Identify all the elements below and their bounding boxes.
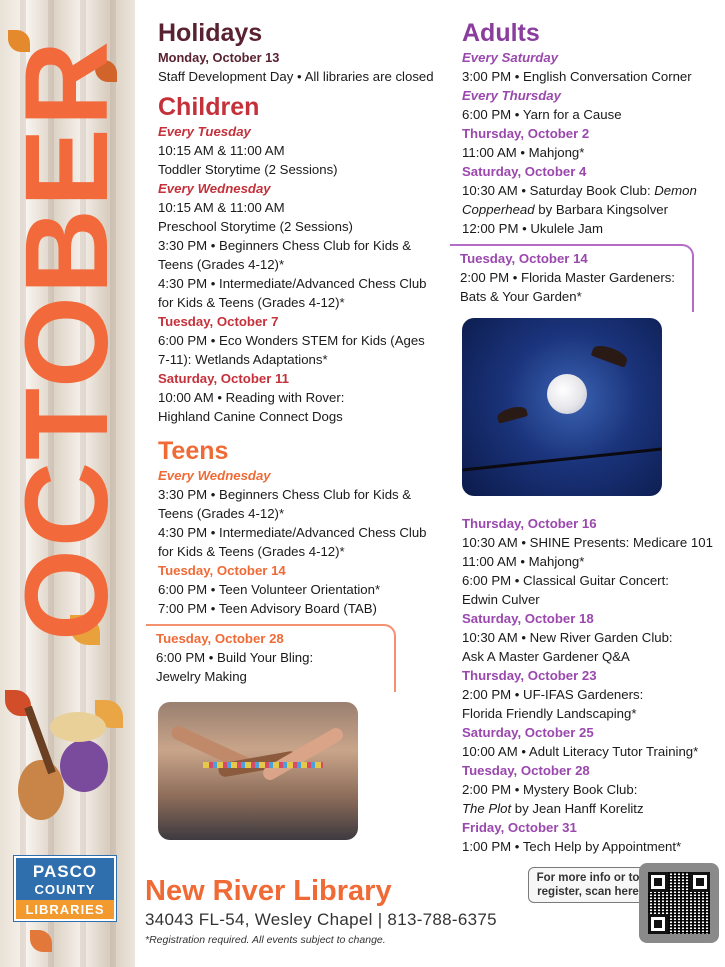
qr-finder bbox=[648, 872, 668, 892]
event-line: 11:00 AM • Mahjong* bbox=[462, 145, 585, 160]
event-line: 10:30 AM • New River Garden Club: bbox=[462, 630, 673, 645]
scan-callout bbox=[528, 867, 648, 903]
event-line: 2:00 PM • UF-IFAS Gardeners: bbox=[462, 687, 644, 702]
bat-icon bbox=[591, 342, 630, 367]
book-title: Demon bbox=[654, 183, 697, 198]
library-logo bbox=[14, 856, 116, 921]
recurring-label: Every Wednesday bbox=[158, 181, 271, 196]
event-date: Thursday, October 23 bbox=[462, 668, 597, 683]
event-line: 3:00 PM • English Conversation Corner bbox=[462, 69, 692, 84]
event-line: 10:30 AM • SHINE Presents: Medicare 101 bbox=[462, 535, 713, 550]
event-line: Preschool Storytime (2 Sessions) bbox=[158, 219, 353, 234]
event-line: 6:00 PM • Teen Volunteer Orientation* bbox=[158, 582, 381, 597]
book-title: Copperhead bbox=[462, 202, 539, 217]
event-date: Thursday, October 16 bbox=[462, 516, 597, 531]
event-date: Saturday, October 25 bbox=[462, 725, 594, 740]
month-title: OCTOBER bbox=[1, 39, 133, 641]
logo-line-3: LIBRARIES bbox=[16, 900, 114, 919]
children-events bbox=[158, 122, 448, 426]
event-line: Jewelry Making bbox=[156, 669, 247, 684]
bats-moon-photo bbox=[462, 318, 662, 496]
event-line: for Kids & Teens (Grades 4-12)* bbox=[158, 295, 345, 310]
event-line: 11:00 AM • Mahjong* bbox=[462, 554, 585, 569]
event-line: 2:00 PM • Florida Master Gardeners: bbox=[460, 270, 675, 285]
adults-featured-event bbox=[450, 244, 694, 312]
event-line: Ask A Master Gardener Q&A bbox=[462, 649, 630, 664]
event-line: 2:00 PM • Mystery Book Club: bbox=[462, 782, 638, 797]
event-line: 10:30 AM • Saturday Book Club: Demon bbox=[462, 183, 697, 198]
recurring-label: Every Wednesday bbox=[158, 468, 271, 483]
branch-shape bbox=[462, 448, 661, 472]
adults-heading: Adults bbox=[462, 19, 540, 47]
bracelets-photo bbox=[158, 702, 358, 840]
scan-line: register, scan here bbox=[537, 886, 639, 898]
recurring-label: Every Saturday bbox=[462, 50, 559, 65]
event-line: 6:00 PM • Classical Guitar Concert: bbox=[462, 573, 669, 588]
event-line: Teens (Grades 4-12)* bbox=[158, 257, 285, 272]
teens-featured-event bbox=[146, 624, 396, 692]
event-line: 6:00 PM • Eco Wonders STEM for Kids (Ages bbox=[158, 333, 425, 348]
moon-icon bbox=[547, 374, 587, 414]
logo-line-2: COUNTY bbox=[34, 882, 96, 897]
event-date: Tuesday, October 7 bbox=[158, 314, 279, 329]
registration-note: *Registration required. All events subject to change. bbox=[145, 934, 386, 946]
recurring-label: Every Thursday bbox=[462, 88, 561, 103]
guitar-icon bbox=[18, 760, 64, 820]
teens-heading: Teens bbox=[158, 437, 229, 465]
adults-events-top bbox=[462, 48, 717, 238]
event-line: 3:30 PM • Beginners Chess Club for Kids & bbox=[158, 487, 412, 502]
event-date: Tuesday, October 14 bbox=[460, 251, 588, 266]
event-date: Tuesday, October 14 bbox=[158, 563, 286, 578]
event-line: The Plot by Jean Hanff Korelitz bbox=[462, 801, 644, 816]
left-column bbox=[158, 18, 448, 840]
event-line: 4:30 PM • Intermediate/Advanced Chess Club bbox=[158, 525, 427, 540]
event-line: Copperhead by Barbara Kingsolver bbox=[462, 202, 669, 217]
event-date: Thursday, October 2 bbox=[462, 126, 590, 141]
scan-line: For more info or to bbox=[536, 872, 640, 884]
event-date: Tuesday, October 28 bbox=[462, 763, 590, 778]
event-line: Edwin Culver bbox=[462, 592, 540, 607]
event-line: 10:15 AM & 11:00 AM bbox=[158, 200, 285, 215]
right-column bbox=[462, 18, 717, 856]
event-line: 3:30 PM • Beginners Chess Club for Kids & bbox=[158, 238, 412, 253]
teens-events bbox=[158, 466, 448, 618]
adults-events-bottom bbox=[462, 514, 717, 856]
qr-finder bbox=[690, 872, 710, 892]
qr-finder bbox=[648, 914, 668, 934]
event-line: 6:00 PM • Build Your Bling: bbox=[156, 650, 314, 665]
event-line: Toddler Storytime (2 Sessions) bbox=[158, 162, 338, 177]
event-line: 10:15 AM & 11:00 AM bbox=[158, 143, 285, 158]
children-heading: Children bbox=[158, 93, 260, 121]
holiday-date: Monday, October 13 bbox=[158, 50, 280, 65]
event-date: Saturday, October 18 bbox=[462, 611, 594, 626]
event-line: 7-11): Wetlands Adaptations* bbox=[158, 352, 328, 367]
library-address: 34043 FL-54, Wesley Chapel | 813-788-6375 bbox=[145, 910, 497, 929]
event-date: Tuesday, October 28 bbox=[156, 631, 284, 646]
sidebar-column bbox=[0, 0, 135, 967]
holidays-heading: Holidays bbox=[158, 19, 263, 47]
event-line: 12:00 PM • Ukulele Jam bbox=[462, 221, 603, 236]
event-date: Saturday, October 4 bbox=[462, 164, 587, 179]
recurring-label: Every Tuesday bbox=[158, 124, 251, 139]
qr-code[interactable] bbox=[639, 863, 719, 943]
event-line: Bats & Your Garden* bbox=[460, 289, 582, 304]
event-line: Highland Canine Connect Dogs bbox=[158, 409, 343, 424]
bracelet-beads bbox=[203, 762, 323, 768]
event-line: for Kids & Teens (Grades 4-12)* bbox=[158, 544, 345, 559]
qr-pattern bbox=[648, 872, 710, 934]
event-line: Teens (Grades 4-12)* bbox=[158, 506, 285, 521]
event-line: Florida Friendly Landscaping* bbox=[462, 706, 637, 721]
library-name: New River Library bbox=[145, 875, 392, 907]
event-line: 1:00 PM • Tech Help by Appointment* bbox=[462, 839, 682, 854]
event-line: 6:00 PM • Yarn for a Cause bbox=[462, 107, 622, 122]
event-date: Friday, October 31 bbox=[462, 820, 577, 835]
event-line: 10:00 AM • Reading with Rover: bbox=[158, 390, 345, 405]
event-line: 10:00 AM • Adult Literacy Tutor Training* bbox=[462, 744, 699, 759]
event-date: Saturday, October 11 bbox=[158, 371, 289, 386]
palette-icon bbox=[50, 712, 106, 742]
event-line: 4:30 PM • Intermediate/Advanced Chess Club bbox=[158, 276, 427, 291]
vase-icon bbox=[60, 740, 108, 792]
holiday-line: Staff Development Day • All libraries are closed bbox=[158, 69, 434, 84]
logo-line-1: PASCO bbox=[32, 862, 98, 881]
book-title: The Plot bbox=[462, 801, 512, 816]
bat-icon bbox=[496, 404, 528, 423]
event-line: 7:00 PM • Teen Advisory Board (TAB) bbox=[158, 601, 377, 616]
